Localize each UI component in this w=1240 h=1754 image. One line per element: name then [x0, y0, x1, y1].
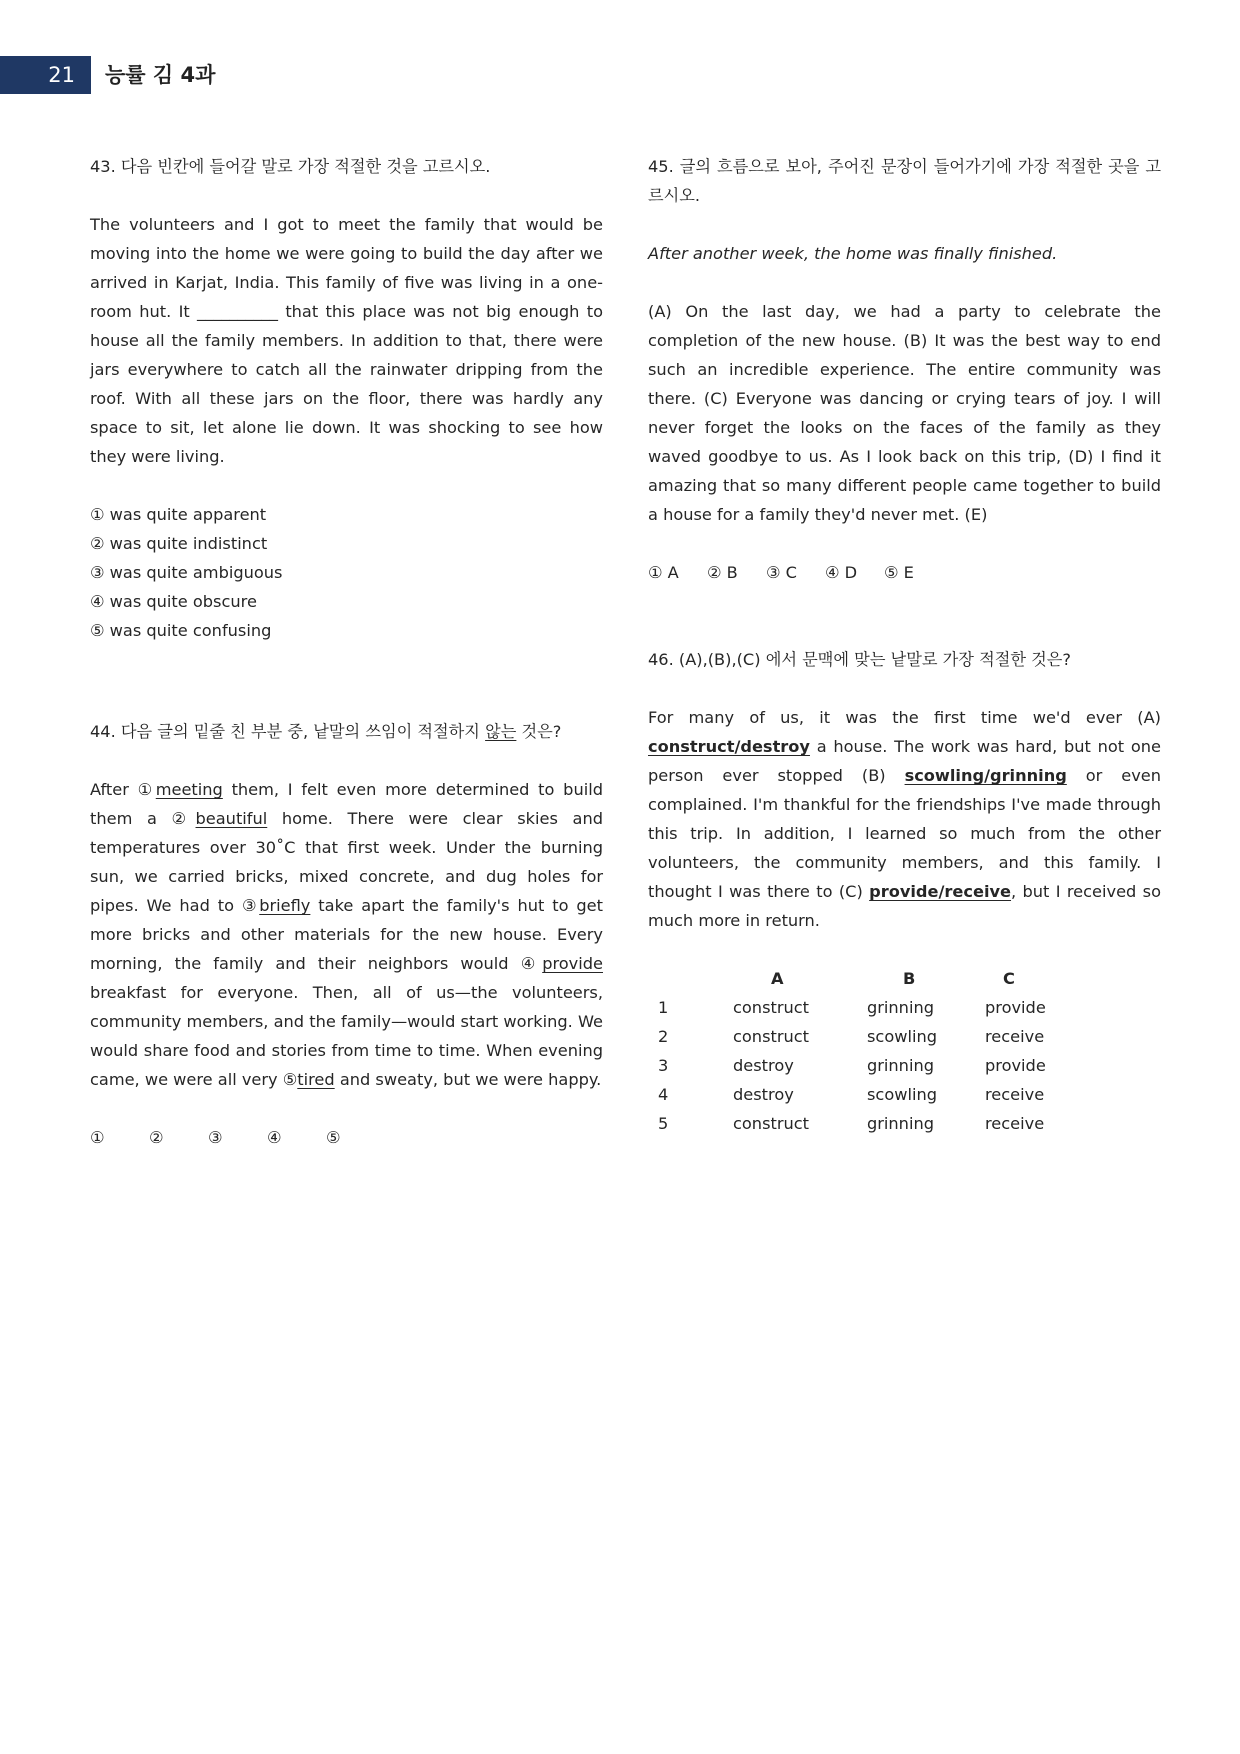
q46-answer-table — [648, 964, 1085, 1138]
q45-passage: (A) On the last day, we had a party to celebrate the completion of the new house. (B) It was the best way to end such an incredible experience. The entire community was there. (C) Everyone was dancing or crying tears of joy. I will never forget the looks on the faces of the family as they waved goodbye to us. As I look back on this trip, (D) I find it amazing that so many different people came together to build a house for a family they'd never met. (E) — [648, 302, 1161, 524]
q46-col-a: A — [771, 969, 784, 988]
page-header — [0, 56, 1240, 94]
q43-choice-1[interactable]: ① was quite apparent — [90, 505, 267, 524]
q43-title: 43. 다음 빈칸에 들어갈 말로 가장 적절한 것을 고르시오. — [90, 157, 491, 176]
right-column — [648, 152, 1161, 1138]
q45-choice-2[interactable]: ② B — [707, 563, 738, 582]
q45-choice-5[interactable]: ⑤ E — [884, 563, 914, 582]
q43-choices — [90, 500, 603, 645]
q44-choice-2[interactable]: ② — [149, 1128, 164, 1147]
table-row[interactable]: 4 destroy scowling receive — [658, 1085, 1045, 1104]
q46-title: 46. (A),(B),(C) 에서 문맥에 맞는 낱말로 가장 적절한 것은? — [648, 650, 1071, 669]
q46-option-b: scowling/grinning — [904, 766, 1067, 785]
q44-choice-3[interactable]: ③ — [208, 1128, 223, 1147]
q44-title: 44. 다음 글의 밑줄 친 부분 중, 낱말의 쓰임이 적절하지 않는 것은? — [90, 722, 562, 741]
page-number: 21 — [0, 56, 91, 94]
q43-choice-3[interactable]: ③ was quite ambiguous — [90, 563, 283, 582]
q44-choice-5[interactable]: ⑤ — [326, 1128, 341, 1147]
q44-passage: After ①meeting them, I felt even more determined to build them a ②beautiful home. There were clear skies and temperatures over 30˚C that first week. Under the burning sun, we carried bricks, mixed concrete, and dug holes for pipes. We had to ③briefly take apart the family's hut to get more bricks and other materials for the new house. Every morning, the family and their neighbors would ④provide breakfast for everyone. Then, all of us—the volunteers, community members, and the family—would start working. We would share food and stories from time to time. When evening came, we were all very ⑤tired and sweaty, but we were happy. — [90, 780, 603, 1089]
q45-title: 45. 글의 흐름으로 보아, 주어진 문장이 들어가기에 가장 적절한 곳을 고르시오. — [648, 157, 1161, 205]
table-row[interactable]: 3 destroy grinning provide — [658, 1056, 1046, 1075]
q44-underline-2: beautiful — [195, 809, 268, 828]
q44-choices — [90, 1123, 603, 1152]
q44-underline-3: briefly — [259, 896, 311, 915]
q44-choice-1[interactable]: ① — [90, 1128, 105, 1147]
q43-choice-4[interactable]: ④ was quite obscure — [90, 592, 257, 611]
q46-col-c: C — [1003, 969, 1015, 988]
q46-option-c: provide/receive — [869, 882, 1012, 901]
q46-option-a: construct/destroy — [648, 737, 810, 756]
q43-choice-5[interactable]: ⑤ was quite confusing — [90, 621, 272, 640]
q43-blank: __________ — [197, 302, 278, 321]
q45-choices — [648, 558, 1161, 587]
q44-underline-5: tired — [297, 1070, 335, 1089]
q45-choice-3[interactable]: ③ C — [766, 563, 797, 582]
left-column — [90, 152, 603, 1152]
q44-choice-4[interactable]: ④ — [267, 1128, 282, 1147]
q43-choice-2[interactable]: ② was quite indistinct — [90, 534, 268, 553]
q46-table-header — [648, 964, 1085, 993]
q45-given-sentence: After another week, the home was finally finished. — [648, 244, 1058, 263]
lesson-title: 능률 김 4과 — [105, 63, 216, 87]
q44-underline-4: provide — [542, 954, 603, 973]
q44-underline-1: meeting — [155, 780, 223, 799]
q45-choice-1[interactable]: ① A — [648, 563, 679, 582]
q45-choice-4[interactable]: ④ D — [825, 563, 858, 582]
table-row[interactable]: 5 construct grinning receive — [658, 1114, 1045, 1133]
table-row[interactable]: 2 construct scowling receive — [658, 1027, 1045, 1046]
q46-passage: For many of us, it was the first time we'd ever (A) construct/destroy a house. The work was hard, but not one person ever stopped (B) scowling/grinning or even complained. I'm thankful for the friendships I've made through this trip. In addition, I learned so much from the other volunteers, the community members, and this family. I thought I was there to (C) provide/receive, but I received so much more in return. — [648, 708, 1161, 930]
q43-passage: The volunteers and I got to meet the family that would be moving into the home we were going to build the day after we arrived in Karjat, India. This family of five was living in a one-room hut. It __________ that this place was not big enough to house all the family members. In addition to that, there were jars everywhere to catch all the rainwater dripping from the roof. With all these jars on the floor, there was hardly any space to sit, let alone lie down. It was shocking to see how they were living. — [90, 215, 603, 466]
q46-col-b: B — [903, 969, 916, 988]
table-row[interactable]: 1 construct grinning provide — [658, 998, 1046, 1017]
